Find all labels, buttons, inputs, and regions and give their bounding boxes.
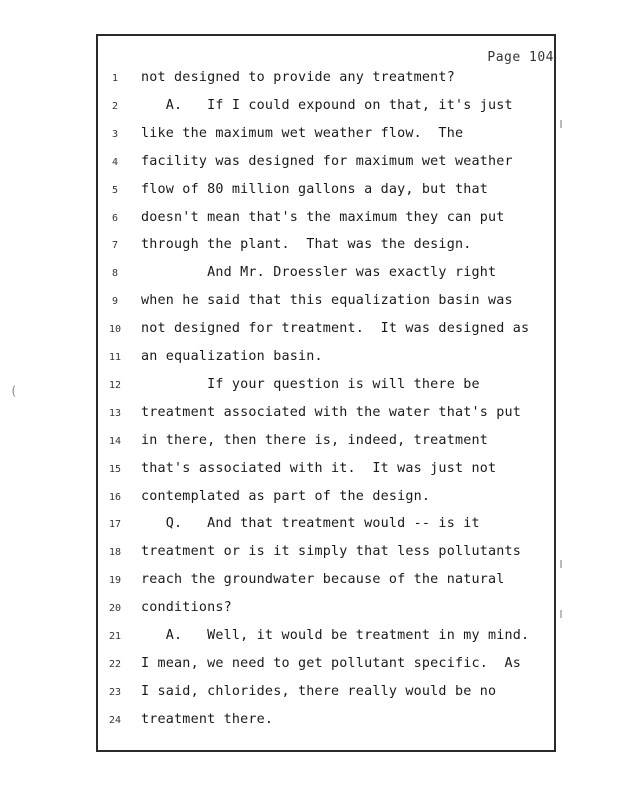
line-text: treatment there.: [141, 711, 274, 727]
transcript-line: [0, 712, 618, 732]
transcript-line: [0, 377, 618, 397]
line-number: 10: [108, 324, 122, 336]
line-text: that's associated with it. It was just not: [141, 460, 497, 476]
page-number-label: Page 104: [487, 50, 554, 65]
transcript-line: [0, 265, 618, 285]
transcript-line: [0, 684, 618, 704]
line-text: not designed to provide any treatment?: [141, 70, 455, 85]
edge-mark: [560, 560, 562, 568]
transcript-line: [0, 182, 618, 202]
transcript-line: [0, 349, 618, 369]
transcript-line: [0, 70, 618, 90]
line-text: conditions?: [141, 600, 232, 616]
line-number: 3: [111, 128, 119, 140]
line-text: contemplated as part of the design.: [141, 488, 431, 504]
transcript-line: [0, 154, 618, 174]
line-text: A. Well, it would be treatment in my mind.: [141, 628, 530, 643]
line-number: 12: [108, 379, 122, 391]
line-number: 2: [111, 100, 119, 112]
transcript-line: [0, 126, 618, 146]
transcript-line: [0, 461, 618, 481]
transcript-line: [0, 544, 618, 564]
line-text: Q. And that treatment would -- is it: [141, 516, 480, 532]
line-text: I mean, we need to get pollutant specific. As: [141, 655, 522, 671]
line-text: not designed for treatment. It was designed as: [141, 321, 530, 337]
transcript-line: [0, 600, 618, 620]
line-number: 7: [111, 240, 119, 252]
line-text: I said, chlorides, there really would be no: [141, 683, 497, 699]
line-number: 13: [108, 407, 122, 419]
line-text: And Mr. Droessler was exactly right: [141, 265, 497, 281]
line-number: 16: [108, 491, 122, 503]
line-number: 17: [108, 519, 122, 531]
line-number: 8: [111, 268, 119, 280]
line-number: 24: [108, 714, 122, 726]
line-text: doesn't mean that's the maximum they can put: [141, 209, 505, 225]
edge-mark: [560, 610, 562, 618]
transcript-line: [0, 293, 618, 313]
line-text: an equalization basin.: [141, 349, 323, 364]
line-text: facility was designed for maximum wet weather: [141, 153, 513, 169]
transcript-line: [0, 628, 618, 648]
line-number: 14: [108, 435, 122, 447]
line-text: in there, then there is, indeed, treatment: [141, 432, 488, 448]
margin-mark: (: [10, 384, 18, 398]
edge-mark: [560, 120, 562, 128]
line-text: treatment associated with the water that's put: [141, 404, 522, 420]
line-text: A. If I could expound on that, it's just: [141, 97, 513, 113]
transcript-line: [0, 433, 618, 453]
line-number: 19: [108, 575, 122, 587]
line-number: 20: [108, 603, 122, 615]
line-number: 11: [108, 352, 122, 363]
line-number: 22: [108, 658, 122, 670]
line-number: 9: [111, 296, 119, 308]
line-number: 5: [111, 184, 119, 196]
line-text: flow of 80 million gallons a day, but that: [141, 181, 488, 197]
line-text: reach the groundwater because of the natural: [141, 572, 505, 588]
line-number: 1: [111, 73, 119, 84]
transcript-line: [0, 210, 618, 230]
line-number: 23: [108, 686, 122, 698]
line-text: like the maximum wet weather flow. The: [141, 125, 464, 141]
line-number: 18: [108, 547, 122, 559]
transcript-line: [0, 405, 618, 425]
line-number: 15: [108, 463, 122, 475]
transcript-line: [0, 489, 618, 509]
line-text: through the plant. That was the design.: [141, 237, 472, 253]
transcript-line: [0, 572, 618, 592]
line-number: 6: [111, 212, 119, 224]
transcript-line: [0, 237, 618, 257]
transcript-line: [0, 656, 618, 676]
line-number: 4: [111, 156, 119, 168]
line-text: treatment or is it simply that less pollutants: [141, 544, 522, 560]
transcript-line: [0, 98, 618, 118]
transcript-line: [0, 516, 618, 536]
line-text: If your question is will there be: [141, 376, 480, 392]
line-text: when he said that this equalization basin was: [141, 293, 513, 309]
line-number: 21: [108, 631, 122, 642]
transcript-line: [0, 321, 618, 341]
